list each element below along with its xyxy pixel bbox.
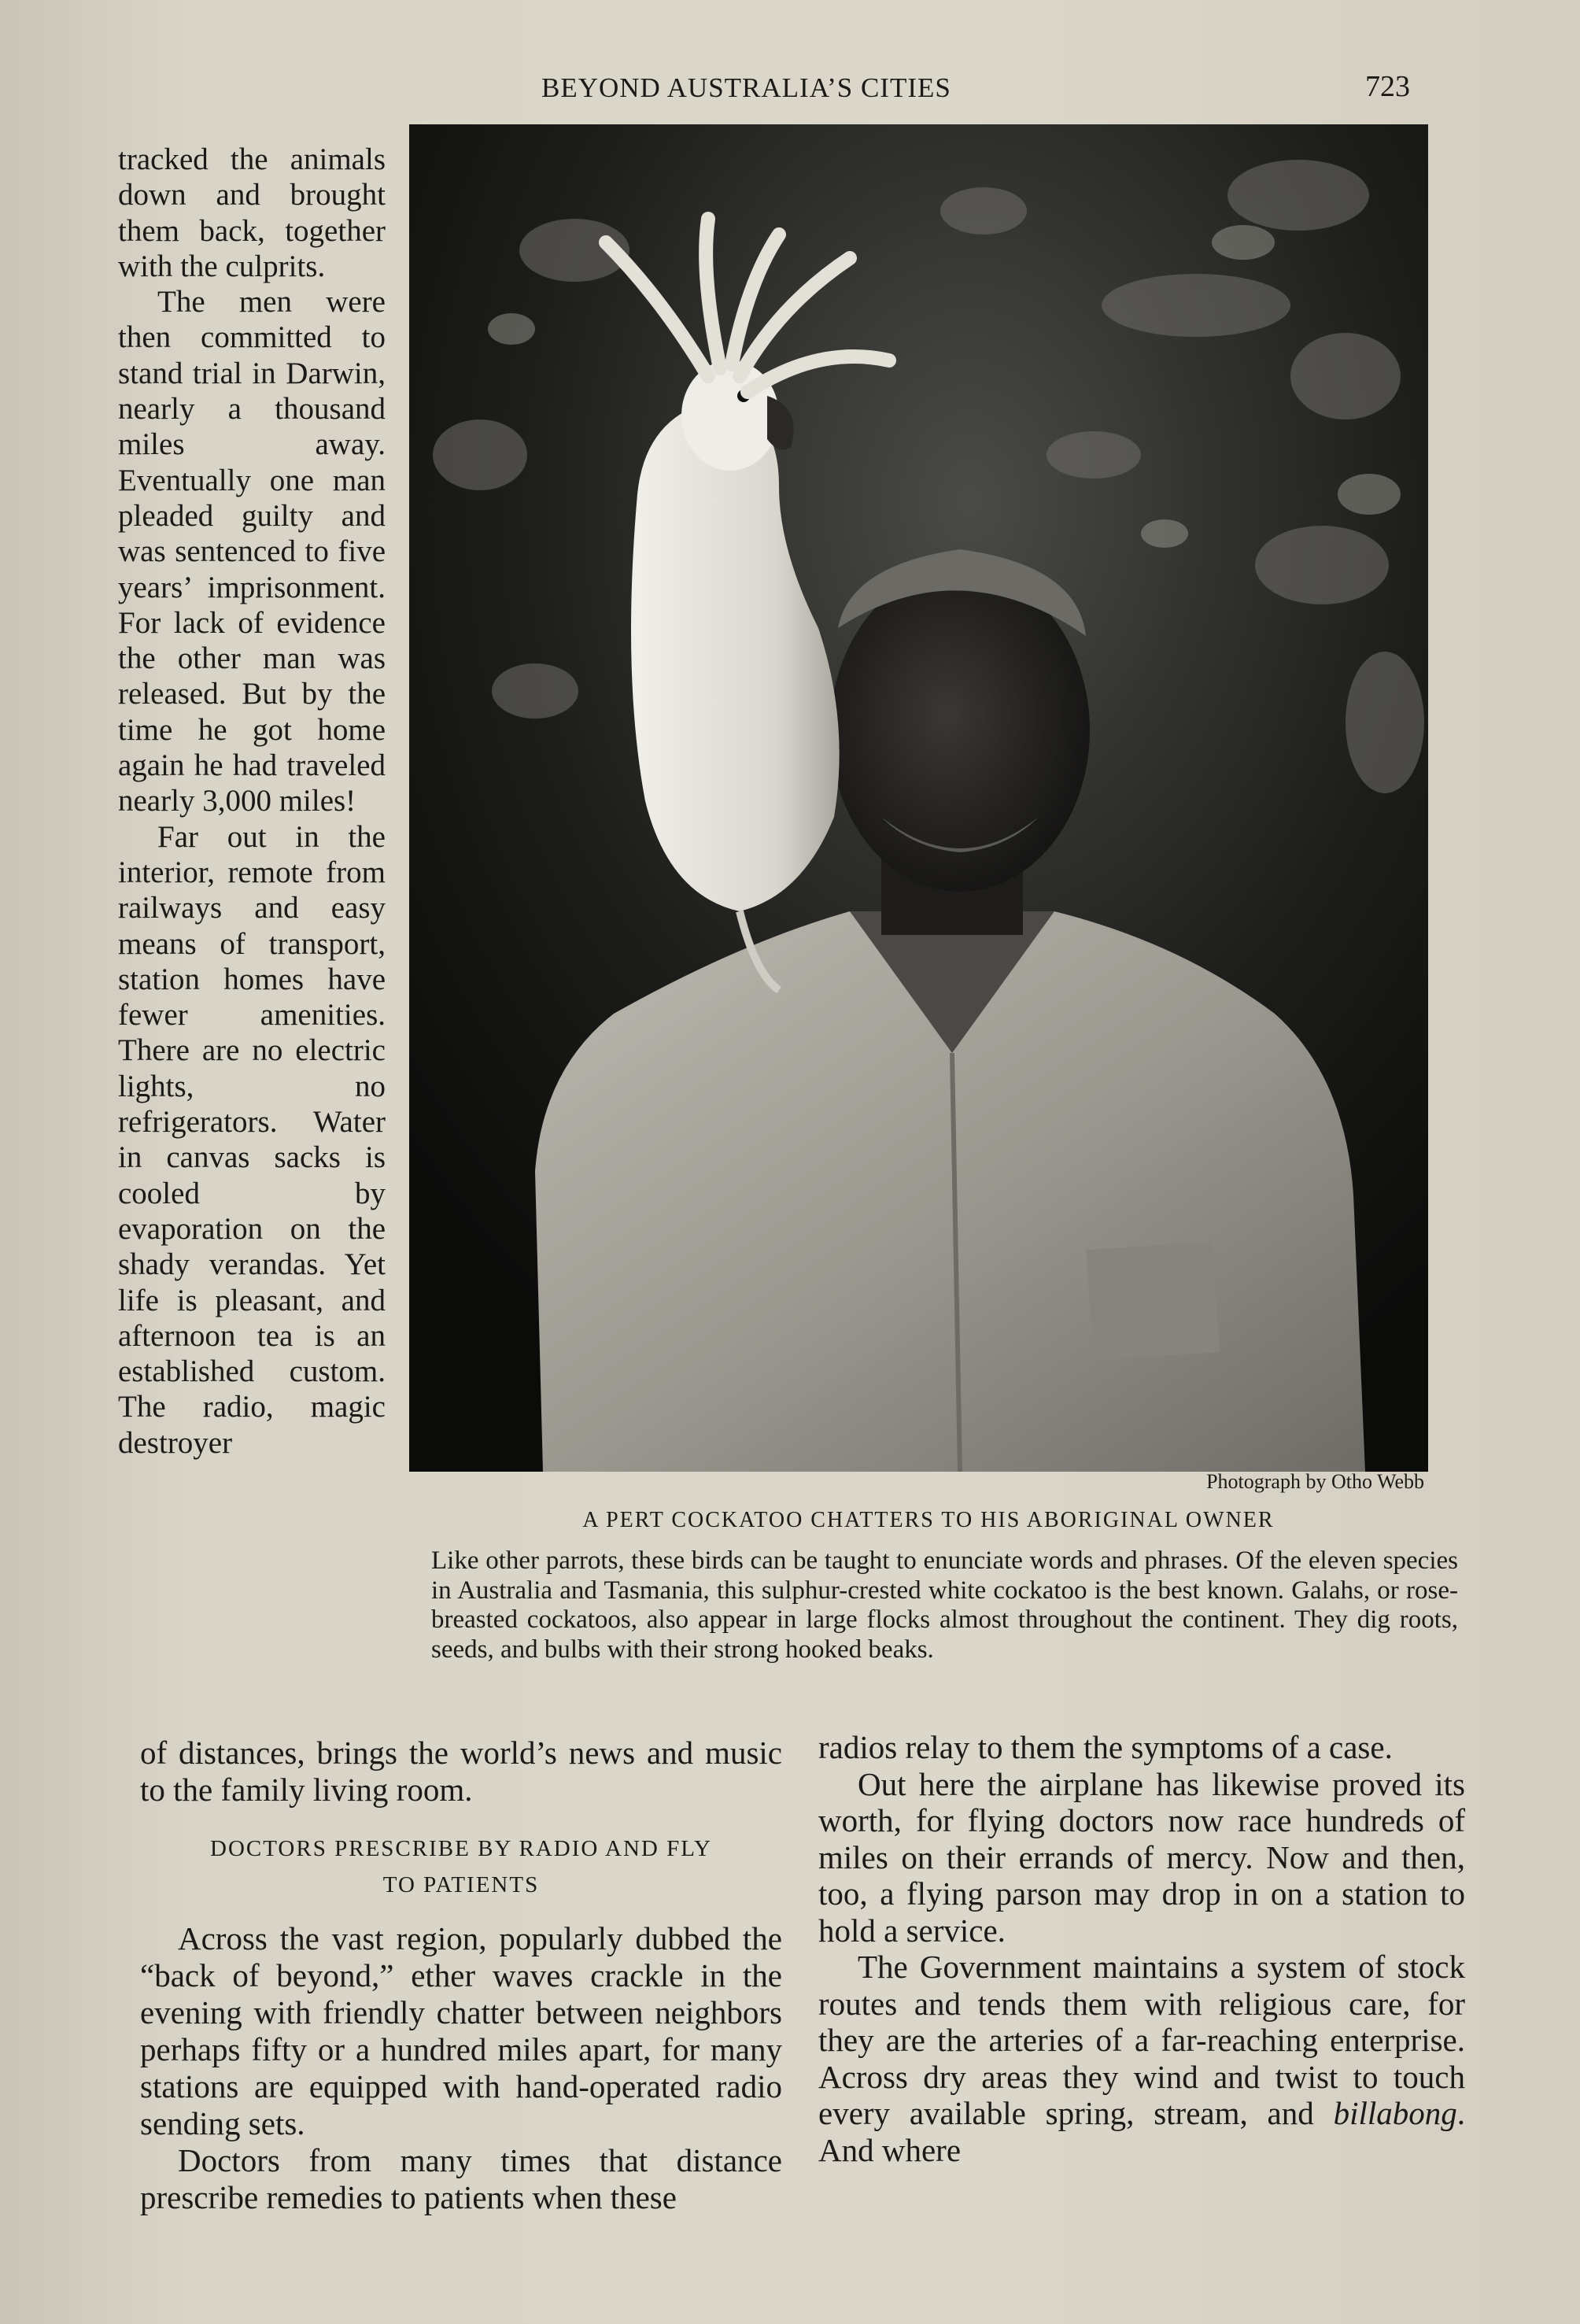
- caption-title: A PERT COCKATOO CHATTERS TO HIS ABORIGINAL OWNER: [582, 1508, 1275, 1532]
- subhead-line-2: TO PATIENTS: [382, 1872, 540, 1897]
- photo-credit: Photograph by Otho Webb: [1206, 1470, 1424, 1493]
- bottom-right-column: [818, 1729, 1465, 2168]
- left-paragraph-1: tracked the animals down and brought them back, together with the culprits.: [118, 142, 386, 283]
- page-number: 723: [1365, 70, 1410, 103]
- billabong-italic: billabong: [1333, 2095, 1457, 2131]
- right-continuation: radios relay to them the symptoms of a case.: [818, 1729, 1393, 1765]
- left-continuation: of distances, brings the world’s news and music to the family living room.: [140, 1735, 782, 1808]
- bottom-left-paragraph-1: Across the vast region, popularly dubbed the “back of beyond,” ether waves crackle in the evening with friendly chatter between neighbors perhaps fifty or a hundred miles apart, for many stations are equipped with hand-operated radio sending sets.: [140, 1920, 782, 2141]
- section-subhead: [140, 1831, 782, 1903]
- running-title: BEYOND AUSTRALIA’S CITIES: [541, 72, 951, 103]
- right-paragraph-2: [818, 1949, 1465, 2168]
- cockatoo-photograph: [409, 124, 1428, 1472]
- caption-body: Like other parrots, these birds can be taught to enunciate words and phrases. Of the eleven species in Australia and Tasmania, this sulphur-crested white cockatoo is the best known. Galahs, or rose-breasted cockatoos, also appear in large flocks almost throughout the continent. They dig roots, seeds, and bulbs with their strong hooked beaks.: [431, 1546, 1458, 1664]
- right-paragraph-1: Out here the airplane has likewise proved its worth, for flying doctors now race hundreds of miles on their errands of mercy. Now and then, too, a flying parson may drop in on a station to hold a service.: [818, 1765, 1465, 1949]
- left-paragraph-3: Far out in the interior, remote from railways and easy means of transport, station homes have fewer amenities. There are no electric lights, no refrigerators. Water in canvas sacks is cooled by evaporation on the shady verandas. Yet life is pleasant, and afternoon tea is an established custom. The radio, magic destroyer: [118, 819, 386, 1460]
- photo-illustration: [409, 124, 1428, 1472]
- subhead-line-1: DOCTORS PRESCRIBE BY RADIO AND FLY: [210, 1836, 712, 1861]
- right-paragraph-2-start: The Government maintains a system of stock routes and tends them with religious care, for they are the arteries of a far-reaching enterprise. Across dry areas they wind and twist to touch every available spring, stream, and: [818, 1949, 1465, 2131]
- left-paragraph-2: The men were then committed to stand trial in Darwin, nearly a thousand miles away. Eventually one man pleaded guilty and was sentenced to five years’ imprisonment. For lack of evidence the other man was released. But by the time he got home again he had traveled nearly 3,000 miles!: [118, 285, 386, 818]
- bottom-left-column: [140, 1735, 782, 2216]
- right-paragraph-2-end: . And where: [818, 2095, 1465, 2168]
- left-column-text: [118, 142, 386, 1461]
- bottom-left-paragraph-2: Doctors from many times that distance prescribe remedies to patients when these: [140, 2142, 782, 2215]
- running-head: [0, 72, 1580, 112]
